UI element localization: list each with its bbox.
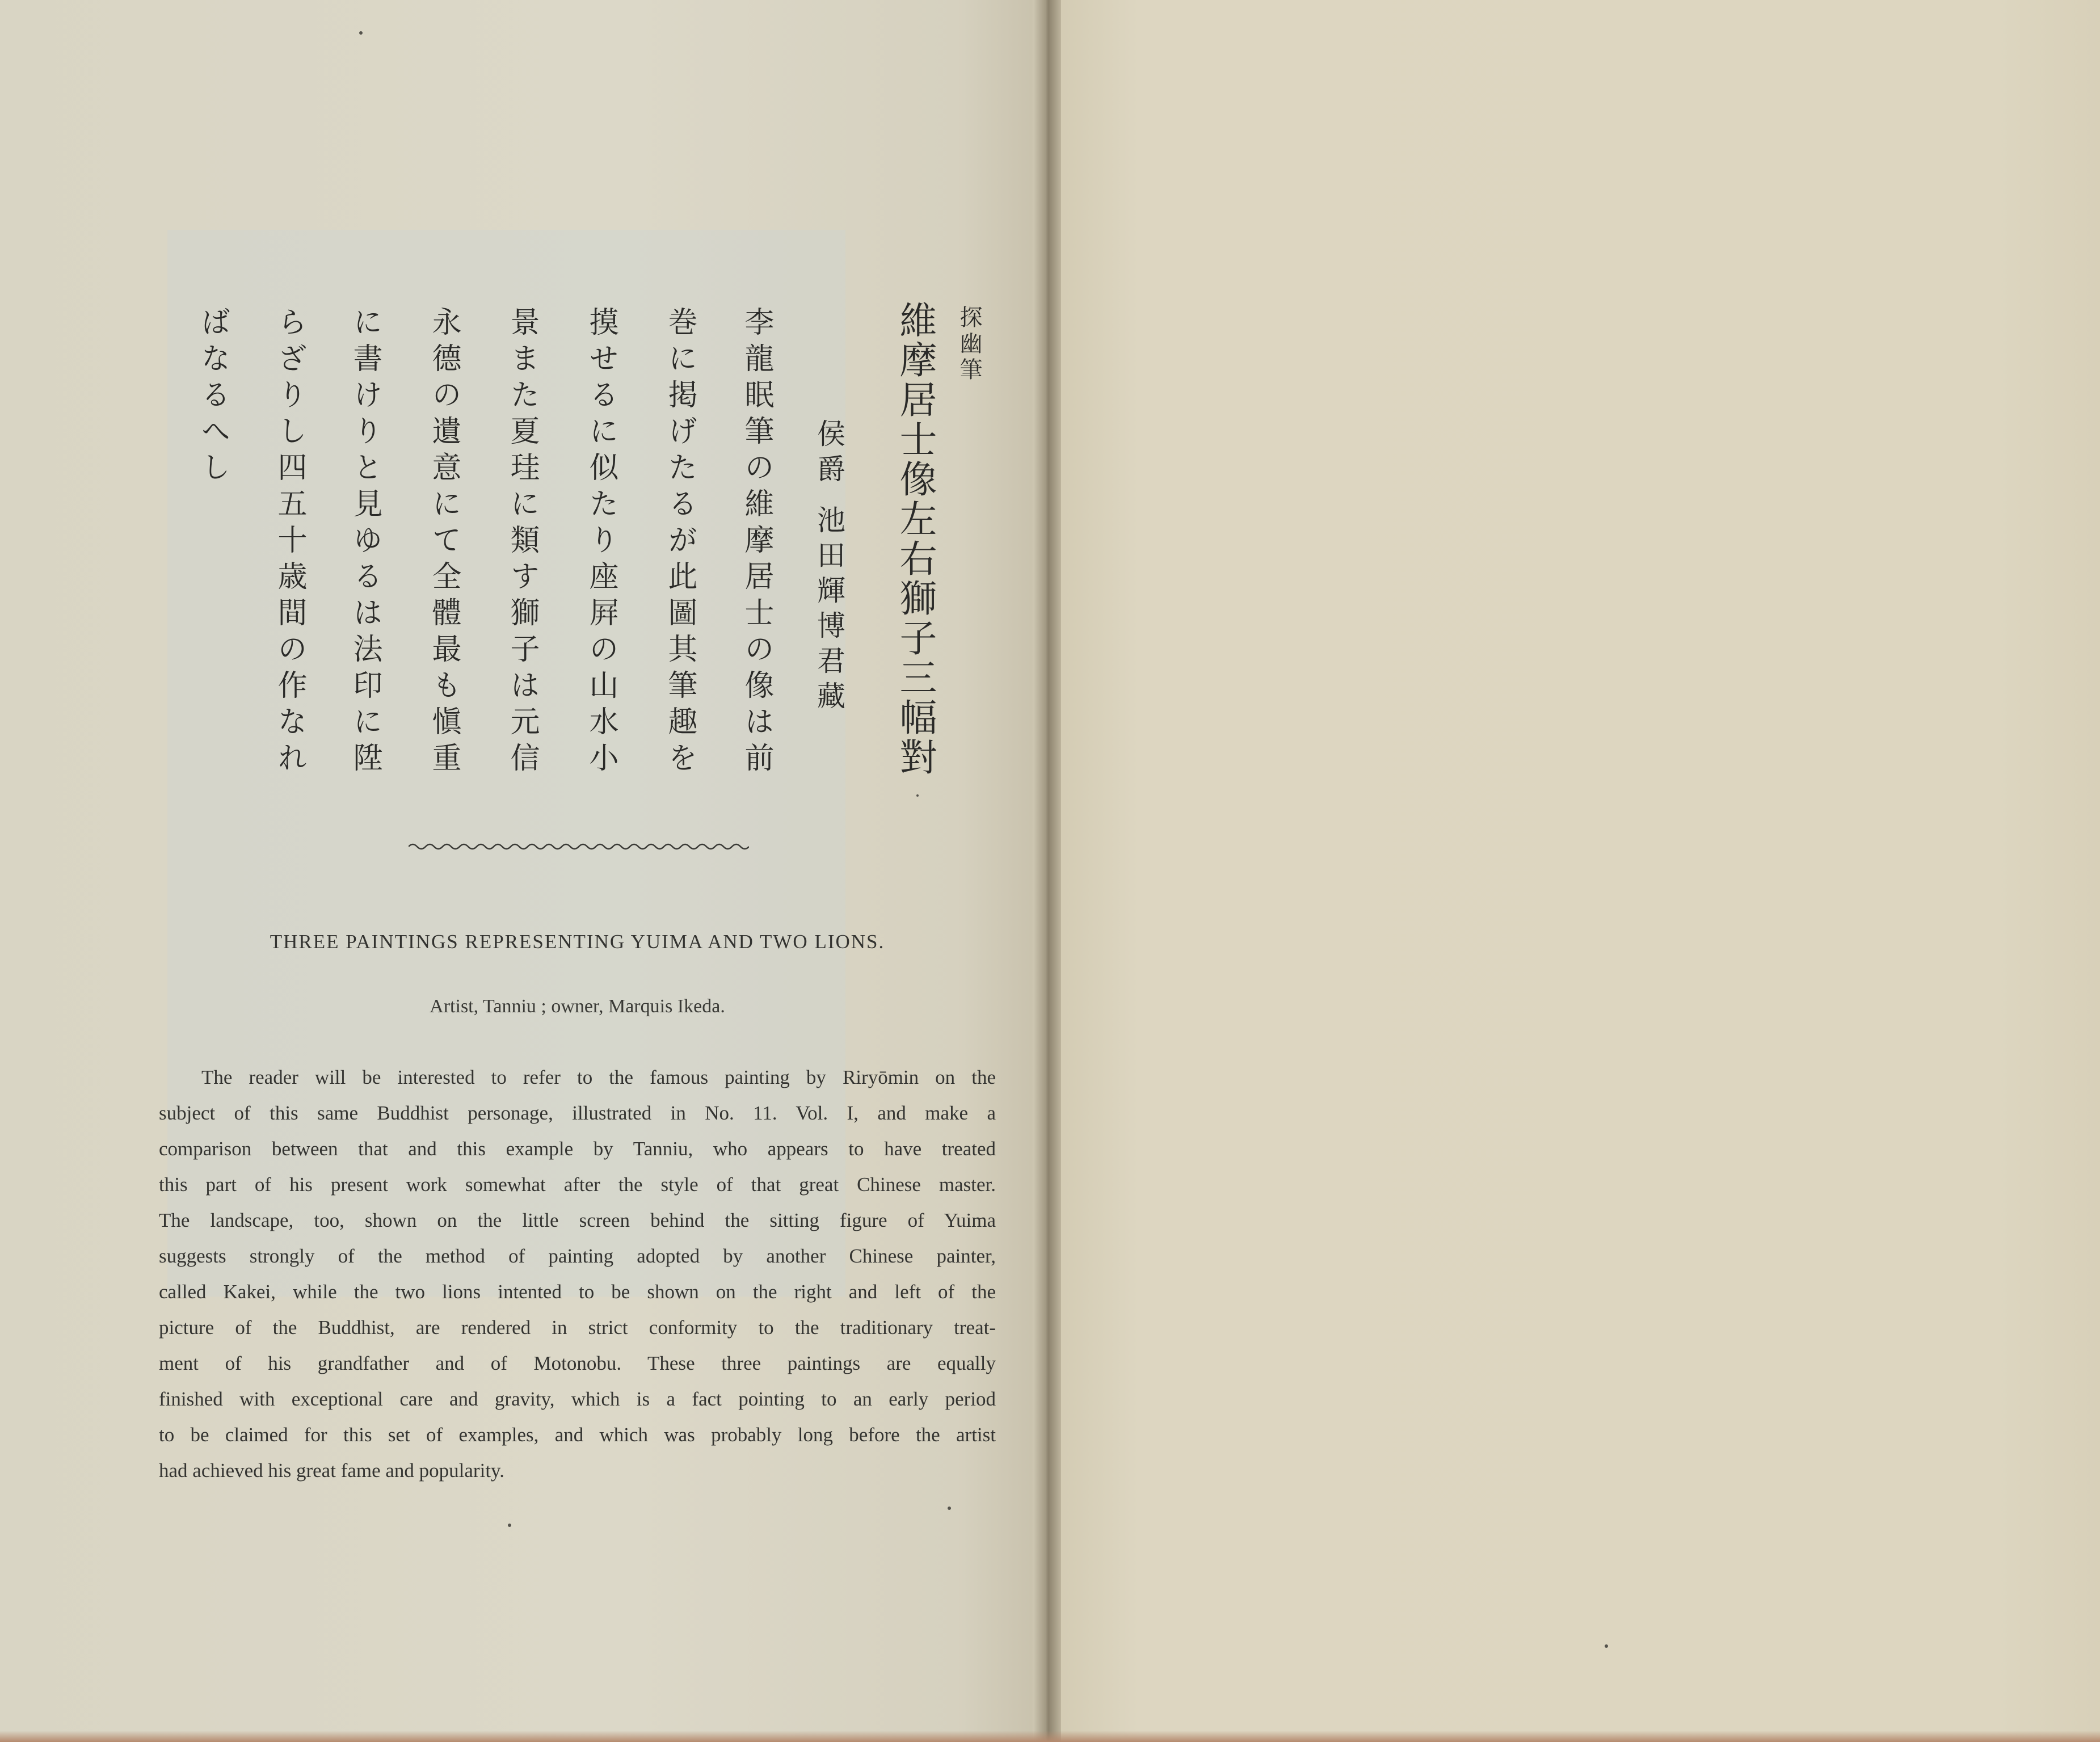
body-line: finished with exceptional care and gravity, which is a fact pointing to an early period xyxy=(159,1388,996,1410)
japanese-body-column: ばなるへし xyxy=(196,306,230,488)
japanese-body-column: 摸せるに似たり座屛の山水小 xyxy=(584,306,618,779)
paper-speck xyxy=(1605,1644,1608,1648)
body-line: subject of this same Buddhist personage, illustrated in No. 11. Vol. I, and make a xyxy=(159,1102,996,1124)
paper-speck xyxy=(948,1507,951,1510)
wavy-divider xyxy=(409,840,749,853)
paper-speck xyxy=(508,1524,511,1527)
body-line: The landscape, too, shown on the little screen behind the sitting figure of Yuima xyxy=(159,1209,996,1231)
japanese-title: 維摩居士像左右獅子三幅對 xyxy=(893,301,937,777)
book-gutter xyxy=(1033,0,1061,1742)
english-body xyxy=(159,1059,996,1488)
paper-speck xyxy=(916,794,919,797)
japanese-body-column: らざりし四五十歳間の作なれ xyxy=(272,306,306,779)
body-line: comparison between that and this example by Tanniu, who appears to have treated xyxy=(159,1138,996,1160)
right-page-blank xyxy=(1055,0,2100,1742)
english-title: THREE PAINTINGS REPRESENTING YUIMA AND TWO LIONS. xyxy=(270,931,885,953)
owner-line: 侯爵 池田輝博君藏 xyxy=(813,419,845,716)
artist-signature: 探幽筆 xyxy=(956,305,982,384)
body-line: suggests strongly of the method of painting adopted by another Chinese painter, xyxy=(159,1245,996,1267)
english-subtitle: Artist, Tanniu ; owner, Marquis Ikeda. xyxy=(430,996,725,1017)
japanese-body-column: 永德の遺意にて全體最も愼重 xyxy=(427,306,461,779)
japanese-body-column: 李龍眠筆の維摩居士の像は前 xyxy=(739,306,773,779)
japanese-body-column: に書けりと見ゆるは法印に陞 xyxy=(348,306,382,779)
body-line: had achieved his great fame and popularity. xyxy=(159,1459,505,1482)
body-line: picture of the Buddhist, are rendered in strict conformity to the traditionary treat- xyxy=(159,1316,996,1339)
paper-speck xyxy=(359,31,363,35)
body-line: The reader will be interested to refer to the famous painting by Riryōmin on the xyxy=(201,1066,996,1088)
body-line: ment of his grandfather and of Motonobu. These three paintings are equally xyxy=(159,1352,996,1374)
japanese-body-column: 巻に掲げたるが此圖其筆趣を xyxy=(663,306,697,779)
body-line: called Kakei, while the two lions intented to be shown on the right and left of the xyxy=(159,1281,996,1303)
body-line: this part of his present work somewhat after the style of that great Chinese master. xyxy=(159,1173,996,1196)
page-edge xyxy=(0,1731,2100,1742)
body-line: to be claimed for this set of examples, and which was probably long before the artist xyxy=(159,1424,996,1446)
japanese-body-column: 景また夏珪に類す獅子は元信 xyxy=(505,306,539,779)
